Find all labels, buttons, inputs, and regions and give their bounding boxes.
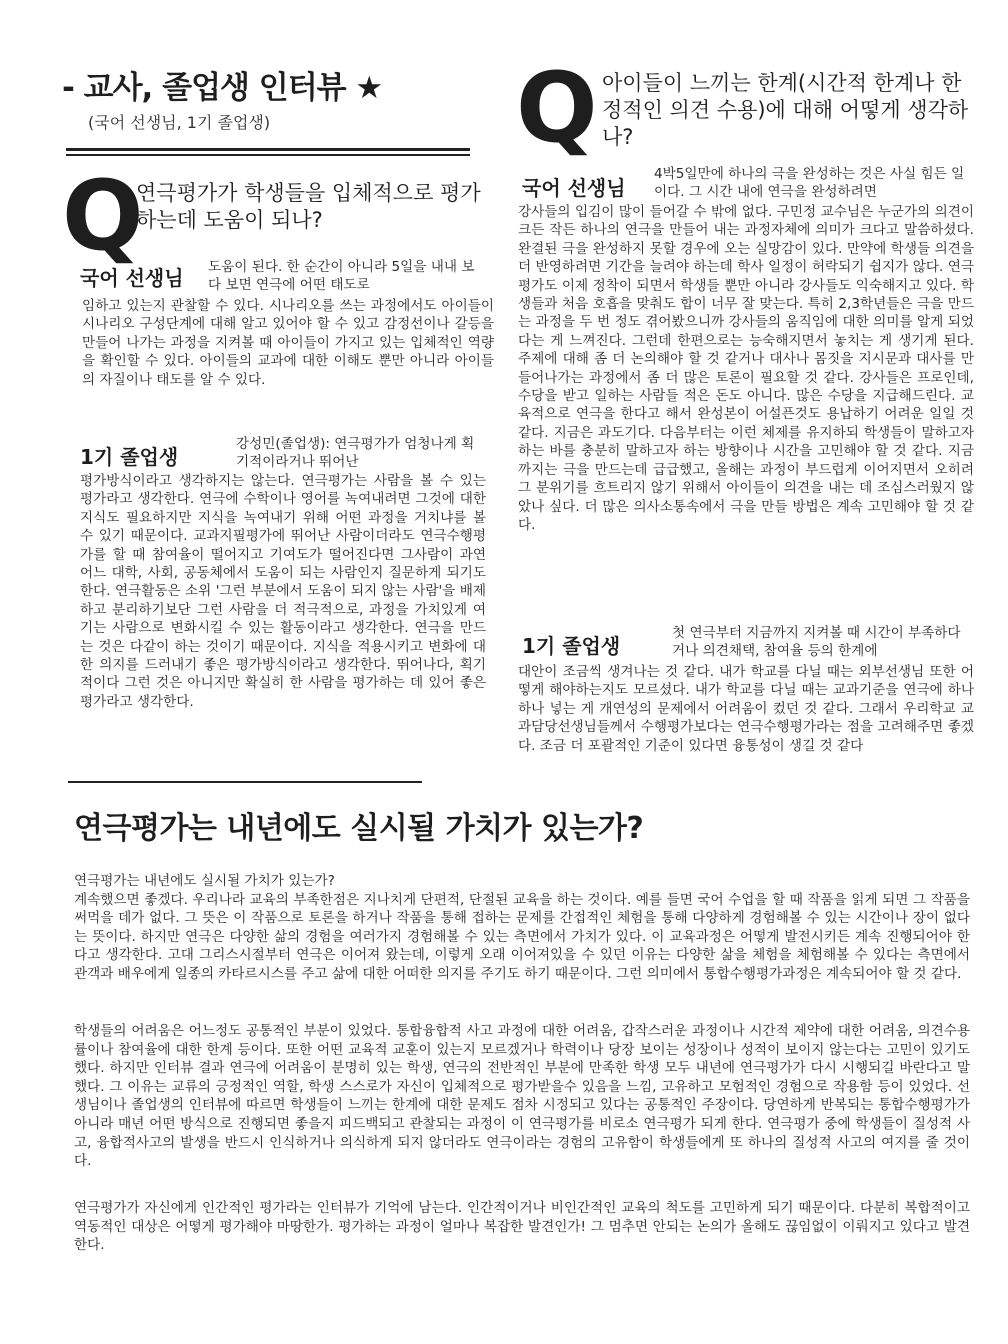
question-2-text: 아이들이 느끼는 한계(시간적 한계나 한정적인 의견 수용)에 대해 어떻게 생각하나? — [602, 71, 969, 149]
answer-teacher-q2-lead: 4박5일만에 하나의 극을 완성하는 것은 사실 힘든 일이다. 그 시간 내에 연극을 완성하려면 — [654, 166, 965, 201]
header-divider-top — [66, 148, 470, 151]
column-divider — [68, 781, 422, 783]
speaker-teacher-q2: 국어 선생님 — [522, 176, 626, 200]
speaker-graduate-q2: 1기 졸업생 — [522, 634, 621, 658]
answer-graduate-q1-lead: 강성민(졸업생): 연극평가가 엄청나게 획기적이라거나 뛰어난 — [236, 436, 475, 471]
section-paragraph-1-question: 연극평가는 내년에도 실시될 가치가 있는가? — [74, 873, 335, 889]
page-title: - 교사, 졸업생 인터뷰 ★ — [62, 70, 383, 106]
answer-teacher-q1-lead: 도움이 된다. 한 순간이 아니라 5일을 내내 보다 보면 연극에 어떤 태도로 — [208, 259, 475, 294]
answer-teacher-q1: 임하고 있는지 관찰할 수 있다. 시나리오를 쓰는 과정에서도 아이들이 시나리오 구성단계에 대해 알고 있어야 할 수 있고 감정선이나 갈등을 만들어 나가는 과정을 지켜볼 때 아이들이 가지고 있는 입체적인 역량을 확인할 수 있다. 아이들의 교과에 대한 이해도 뿐만 아니라 아이들의 자질이나 태도를 알 수 있다. — [82, 298, 494, 388]
section-paragraph-1-body: 계속했으면 좋겠다. 우리나라 교육의 부족한점은 지나치게 단편적, 단절된 교육을 하는 것이다. 예를 들면 국어 수업을 할 때 작품을 읽게 되면 그 작품을 써먹을 데가 없다. 그 뜻은 이 작품으로 토론을 하거나 작품을 통해 접하는 문제를 간접적인 체험을 통해 다양하게 경험해볼 수 있는 시간이나 장이 없다는 뜻이다. 하지만 연극은 다양한 삶의 경험을 여러가지 경험해볼 수 있는 측면에서 가치가 있다. 이 교육과정은 어떻게 발전시키든 계속 진행되어야 한다고 생각한다. 고대 그리스시절부터 연극은 이어져 왔는데, 이렇게 오래 이어져있을 수 있던 이유는 다양한 삶을 체험을 체험해볼 수 있다는 측면에서 관객과 배우에게 일종의 카타르시스를 주고 삶에 대한 어떠한 의지를 주기도 하기 때문이다. 그런 의미에서 통합수행평가과정은 계속되어야 할 것 같다. — [74, 891, 970, 982]
answer-graduate-q1: 평가방식이라고 생각하지는 않는다. 연극평가는 사람을 볼 수 있는 평가라고 생각한다. 연극에 수학이나 영어를 녹여내려면 그것에 대한 지식도 필요하지만 지식을 녹여내기 위해 어떤 과정을 거치냐를 볼 수 있기 때문이다. 교과지필평가에 뛰어난 사람이더라도 연극수행평가를 할 때 참여율이 떨어지고 기여도가 떨어진다면 그사람이 과연 어느 대학, 사회, 공동체에서 도움이 되는 사람인지 질문하게 되기도 한다. 연극활동은 소위 '그런 부분에서 도움이 되지 않는 사람'을 배제하고 분리하기보단 그런 사람을 더 적극적으로, 과정을 가치있게 여기는 사람으로 변화시킬 수 있는 활동이라고 생각한다. 연극을 만드는 것은 다같이 하는 것이기 때문이다. 지식을 적용시키고 변화에 대한 의지를 드러내기 좋은 평가방식이라고 생각한다. 뛰어나다, 획기적이다 그런 것은 아니지만 확실히 한 사람을 평가하는 데 있어 좋은 평가라고 생각한다. — [80, 473, 486, 710]
page-subtitle: (국어 선생님, 1기 졸업생) — [88, 113, 271, 132]
question-mark-q2: Q — [516, 52, 594, 164]
speaker-graduate-q1: 1기 졸업생 — [80, 445, 179, 469]
speaker-teacher-q1: 국어 선생님 — [80, 266, 184, 290]
answer-graduate-q2-lead: 첫 연극부터 지금까지 지켜볼 때 시간이 부족하다거나 의견채택, 참여율 등의 한계에 — [672, 625, 961, 660]
section-paragraph-3: 연극평가가 자신에게 인간적인 평가라는 인터뷰가 기억에 남는다. 인간적이거나 비인간적인 교육의 척도를 고민하게 되기 때문이다. 다분히 복합적이고 역동적인 대상은 어떻게 평가해야 마땅한가. 평가하는 과정이 얼마나 복잡한 발견인가! 그 멈추면 안되는 논의가 올해도 끊임없이 이뤄지고 있다고 발견한다. — [74, 1200, 970, 1254]
answer-teacher-q2: 강사들의 입김이 많이 들어갈 수 밖에 없다. 구민정 교수님은 누군가의 의견이 크든 작든 하나의 연극을 만들어 내는 과정자체에 의미가 크다고 말씀하셨다. 완결된 극을 완성하지 못할 경우에 오는 실망감이 있다. 만약에 학생들 의견을 더 반영하려면 기간을 늘려야 하는데 학사 일정이 허락되기 쉽지가 않다. 연극평가도 이제 정착이 되면서 학생들 뿐만 아니라 강사들도 익숙해지고 있다. 학생들과 처음 호흡을 맞춰도 합이 너무 잘 맞는다. 특히 2,3학년들은 극을 만드는 과정을 두 번 정도 겪어봤으니까 강사들의 움직임에 대한 의미를 알게 되었다는 게 느껴진다. 그런데 한편으로는 능숙해지면서 놓치는 게 생기게 된다. 주제에 대해 좀 더 논의해야 할 것 같거나 대사나 몸짓을 지시문과 대사를 만들어나가는 과정에서 좀 더 많은 토론이 필요할 것 같다. 강사들은 프로인데, 수당을 받고 일하는 사람들 적은 돈도 아니다. 많은 수당을 지급해드린다. 교육적으로 연극을 한다고 해서 완성본이 어설픈것도 용납하기 어려운 일일 것 같다. 지금은 과도기다. 다음부터는 이런 체제를 유지하되 학생들이 말하고자 하는 바를 충분히 말하고자 하는 방향이나 시간을 고민해야 할 것 같다. 지금까지는 극을 만드는데 급급했고, 올해는 과정이 부드럽게 이어지면서 오히려 그 분위기를 흐트리지 않기 위해서 아이들이 의견을 내는 데 조심스러웠지 않았나 싶다. 더 많은 의사소통속에서 극을 만들 방법은 계속 고민해야 할 것 같다. — [518, 204, 974, 533]
section-paragraph-1 — [74, 872, 970, 984]
question-mark-q1: Q — [62, 160, 140, 272]
answer-graduate-q2: 대안이 조금씩 생겨나는 것 같다. 내가 학교를 다닐 때는 외부선생님 또한 어떻게 해야하는지도 모르셨다. 내가 학교를 다닐 때는 교과기준을 연극에 하나하나 넣는 게 개연성의 문제에서 어려움이 컸던 것 같다. 그래서 우리학교 교과담당선생님들께서 수행평가보다는 연극수행평가라는 점을 고려해주면 좋겠다. 조금 더 포괄적인 기준이 있다면 융통성이 생길 것 같다 — [518, 664, 974, 754]
section-paragraph-2: 학생들의 어려움은 어느정도 공통적인 부분이 있었다. 통합융합적 사고 과정에 대한 어려움, 갑작스러운 과정이나 시간적 제약에 대한 어려움, 의견수용률이나 참여율에 대한 한계 등이다. 또한 어떤 교육적 교훈이 있는지 모르겠거나 학력이나 당장 보이는 성장이나 성적이 보이지 않는다는 고민이 있기도 했다. 하지만 인터뷰 결과 연극에 어려움이 분명히 있는 학생, 연극의 전반적인 부분에 만족한 학생 모두 내년에 연극평가가 다시 시행되길 바란다고 말했다. 그 이유는 교류의 긍정적인 역할, 학생 스스로가 자신이 입체적으로 평가받을수 있음을 느낌, 고유하고 모험적인 경험으로 작용함 등이 있었다. 선생님이나 졸업생의 인터뷰에 따르면 학생들이 느끼는 한계에 대한 문제도 점차 시정되고 있다는 공통적인 주장이다. 당연하게 반복되는 통합수행평가가 아니라 매년 어떤 방식으로 진행되면 좋을지 피드백되고 관찰되는 과정이 이 연극평가를 비로소 연극평가 되게 한다. 연극평가 중에 학생들이 질성적 사고, 융합적사고의 발생을 반드시 인식하거나 의식하게 되지 않더라도 연극이라는 경험의 고유함이 학생들에게 또 하나의 질성적 사고의 여지를 줄 것이다. — [74, 1023, 970, 1170]
header-divider-bottom — [66, 154, 470, 156]
question-1-text: 연극평가가 학생들을 입체적으로 평가하는데 도움이 되나? — [136, 181, 481, 232]
section-heading: 연극평가는 내년에도 실시될 가치가 있는가? — [74, 811, 644, 846]
